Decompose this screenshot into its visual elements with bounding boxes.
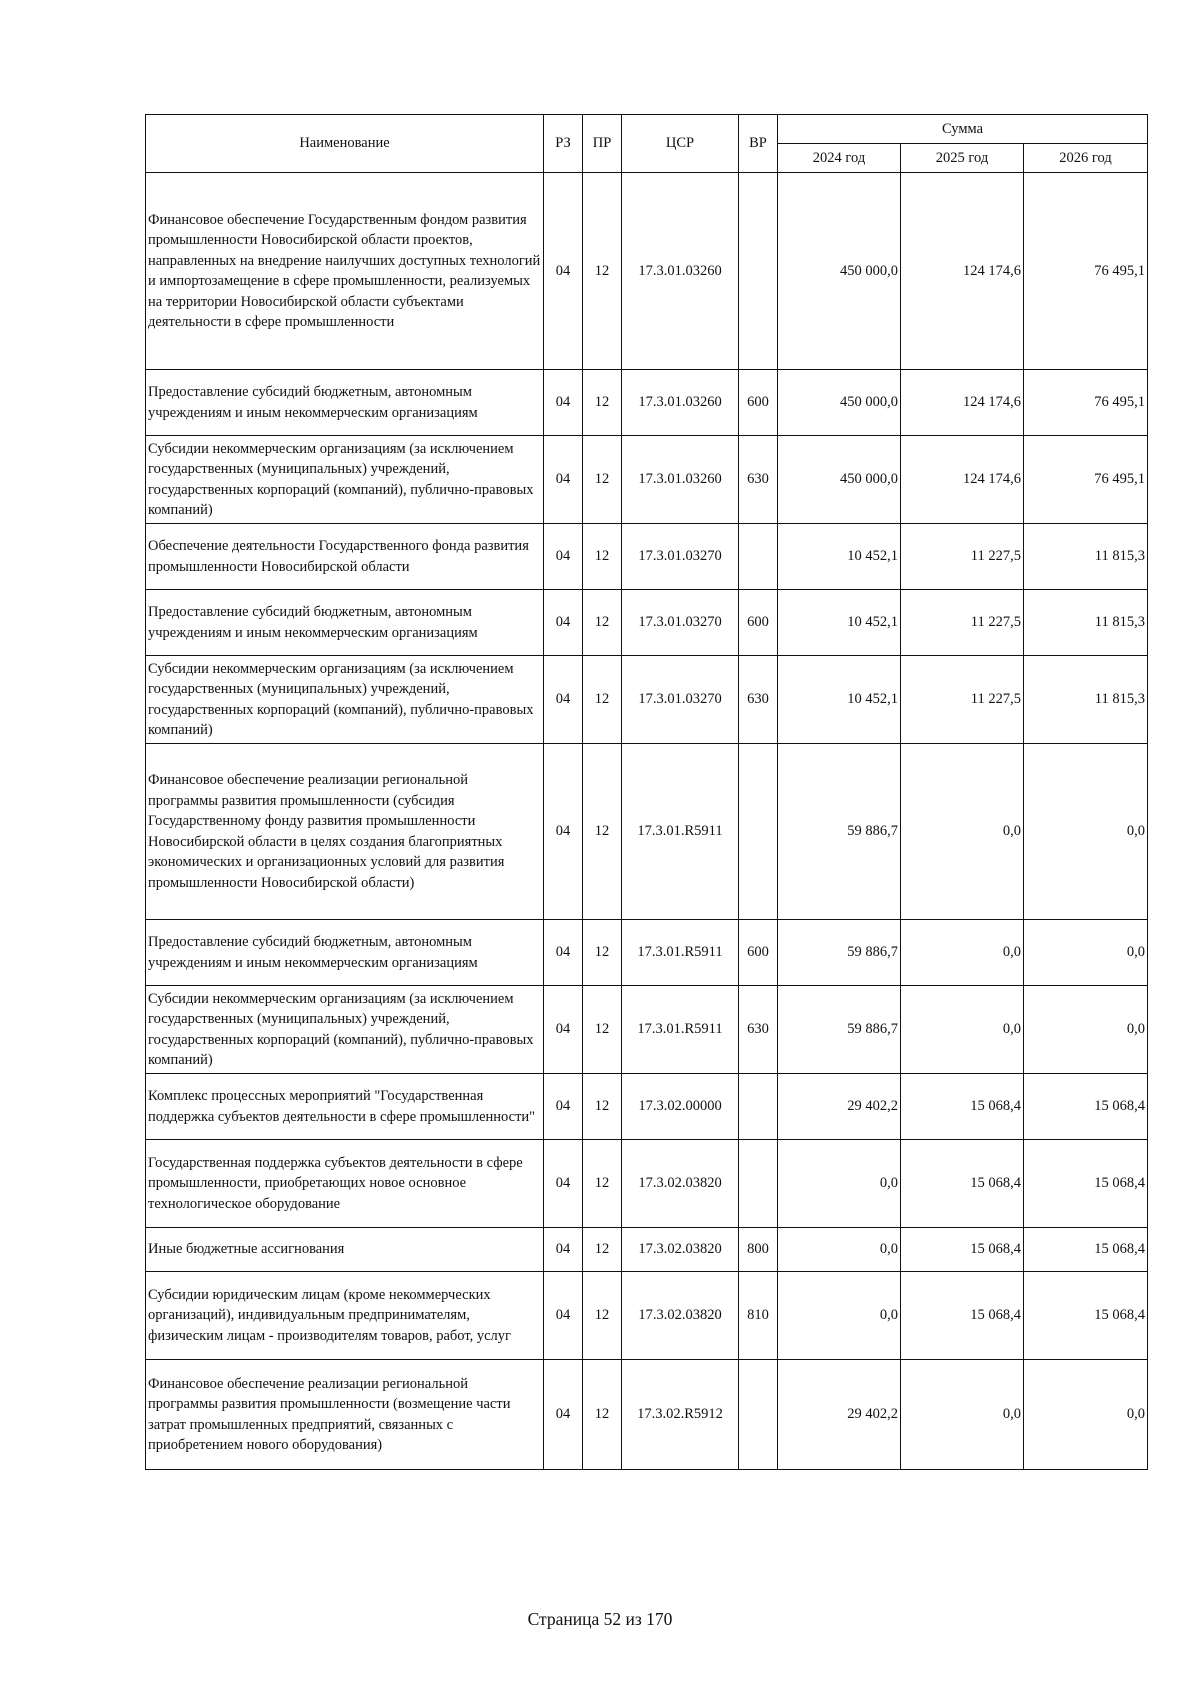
row-sum-2024: 450 000,0 xyxy=(778,173,901,370)
row-rz: 04 xyxy=(544,656,583,744)
table-row xyxy=(146,744,1148,920)
row-name: Государственная поддержка субъектов деятельности в сфере промышленности, приобретающих новое основное технологическое оборудование xyxy=(146,1140,544,1228)
table-row xyxy=(146,436,1148,524)
row-name: Финансовое обеспечение реализации региональной программы развития промышленности (возмещение части затрат промышленных предприятий, связанных с приобретением нового оборудования) xyxy=(146,1360,544,1470)
row-csr: 17.3.01.03270 xyxy=(622,656,739,744)
row-rz: 04 xyxy=(544,1140,583,1228)
row-pr: 12 xyxy=(583,524,622,590)
row-rz: 04 xyxy=(544,1272,583,1360)
table-row xyxy=(146,1272,1148,1360)
row-sum-2026: 0,0 xyxy=(1024,920,1148,986)
row-sum-2026: 11 815,3 xyxy=(1024,656,1148,744)
row-name: Предоставление субсидий бюджетным, автономным учреждениям и иным некоммерческим организациям xyxy=(146,590,544,656)
row-sum-2024: 10 452,1 xyxy=(778,524,901,590)
row-rz: 04 xyxy=(544,436,583,524)
row-csr: 17.3.01.03260 xyxy=(622,173,739,370)
row-csr: 17.3.02.03820 xyxy=(622,1228,739,1272)
row-rz: 04 xyxy=(544,370,583,436)
row-sum-2024: 59 886,7 xyxy=(778,986,901,1074)
header-sum: Сумма xyxy=(778,115,1148,144)
row-sum-2024: 450 000,0 xyxy=(778,370,901,436)
row-sum-2024: 29 402,2 xyxy=(778,1360,901,1470)
row-csr: 17.3.01.03270 xyxy=(622,524,739,590)
row-vr xyxy=(739,744,778,920)
table-row xyxy=(146,656,1148,744)
table-row xyxy=(146,370,1148,436)
row-name: Обеспечение деятельности Государственного фонда развития промышленности Новосибирской области xyxy=(146,524,544,590)
row-sum-2025: 11 227,5 xyxy=(901,590,1024,656)
row-sum-2026: 76 495,1 xyxy=(1024,370,1148,436)
row-sum-2025: 15 068,4 xyxy=(901,1228,1024,1272)
header-csr: ЦСР xyxy=(622,115,739,173)
row-sum-2024: 59 886,7 xyxy=(778,920,901,986)
row-pr: 12 xyxy=(583,436,622,524)
row-sum-2026: 76 495,1 xyxy=(1024,173,1148,370)
header-vr: ВР xyxy=(739,115,778,173)
row-vr xyxy=(739,1360,778,1470)
row-sum-2025: 11 227,5 xyxy=(901,656,1024,744)
row-sum-2026: 15 068,4 xyxy=(1024,1140,1148,1228)
row-name: Финансовое обеспечение реализации региональной программы развития промышленности (субсидия Государственному фонду развития промышленности Новосибирской области в целях создания благоприятных экономических и организационных условий для развития промышленности Новосибирской области) xyxy=(146,744,544,920)
row-name: Субсидии юридическим лицам (кроме некоммерческих организаций), индивидуальным предпринимателям, физическим лицам - производителям товаров, работ, услуг xyxy=(146,1272,544,1360)
row-pr: 12 xyxy=(583,1272,622,1360)
table-row xyxy=(146,590,1148,656)
row-vr: 810 xyxy=(739,1272,778,1360)
row-sum-2024: 0,0 xyxy=(778,1228,901,1272)
table-row xyxy=(146,173,1148,370)
row-csr: 17.3.01.03260 xyxy=(622,370,739,436)
row-vr: 630 xyxy=(739,986,778,1074)
row-sum-2025: 11 227,5 xyxy=(901,524,1024,590)
row-sum-2024: 10 452,1 xyxy=(778,656,901,744)
table-row xyxy=(146,1074,1148,1140)
row-csr: 17.3.02.03820 xyxy=(622,1140,739,1228)
row-pr: 12 xyxy=(583,1228,622,1272)
row-vr xyxy=(739,524,778,590)
row-csr: 17.3.01.R5911 xyxy=(622,744,739,920)
row-sum-2024: 29 402,2 xyxy=(778,1074,901,1140)
row-name: Предоставление субсидий бюджетным, автономным учреждениям и иным некоммерческим организациям xyxy=(146,920,544,986)
header-year-2026: 2026 год xyxy=(1024,144,1148,173)
row-csr: 17.3.02.03820 xyxy=(622,1272,739,1360)
row-csr: 17.3.01.03270 xyxy=(622,590,739,656)
row-vr: 630 xyxy=(739,436,778,524)
row-sum-2025: 124 174,6 xyxy=(901,173,1024,370)
row-sum-2025: 124 174,6 xyxy=(901,436,1024,524)
row-sum-2025: 0,0 xyxy=(901,920,1024,986)
table-body xyxy=(146,173,1148,1470)
header-pr: ПР xyxy=(583,115,622,173)
table-header xyxy=(146,115,1148,173)
row-csr: 17.3.01.03260 xyxy=(622,436,739,524)
row-rz: 04 xyxy=(544,524,583,590)
row-pr: 12 xyxy=(583,1360,622,1470)
header-rz: РЗ xyxy=(544,115,583,173)
row-rz: 04 xyxy=(544,986,583,1074)
row-name: Субсидии некоммерческим организациям (за исключением государственных (муниципальных) учреждений, государственных корпораций (компаний), публично-правовых компаний) xyxy=(146,656,544,744)
row-rz: 04 xyxy=(544,590,583,656)
row-rz: 04 xyxy=(544,1074,583,1140)
row-rz: 04 xyxy=(544,1360,583,1470)
row-sum-2026: 15 068,4 xyxy=(1024,1228,1148,1272)
row-vr: 600 xyxy=(739,590,778,656)
row-sum-2024: 0,0 xyxy=(778,1140,901,1228)
row-name: Предоставление субсидий бюджетным, автономным учреждениям и иным некоммерческим организациям xyxy=(146,370,544,436)
row-vr xyxy=(739,1074,778,1140)
table-row xyxy=(146,1360,1148,1470)
row-vr: 630 xyxy=(739,656,778,744)
header-year-2024: 2024 год xyxy=(778,144,901,173)
header-name: Наименование xyxy=(146,115,544,173)
row-sum-2026: 15 068,4 xyxy=(1024,1272,1148,1360)
table-row xyxy=(146,524,1148,590)
row-name: Субсидии некоммерческим организациям (за исключением государственных (муниципальных) учреждений, государственных корпораций (компаний), публично-правовых компаний) xyxy=(146,986,544,1074)
row-pr: 12 xyxy=(583,744,622,920)
budget-table xyxy=(145,114,1148,1470)
row-sum-2025: 15 068,4 xyxy=(901,1272,1024,1360)
row-csr: 17.3.01.R5911 xyxy=(622,920,739,986)
table-row xyxy=(146,1140,1148,1228)
row-pr: 12 xyxy=(583,656,622,744)
row-sum-2026: 15 068,4 xyxy=(1024,1074,1148,1140)
row-sum-2026: 0,0 xyxy=(1024,986,1148,1074)
row-name: Комплекс процессных мероприятий "Государственная поддержка субъектов деятельности в сфере промышленности" xyxy=(146,1074,544,1140)
row-rz: 04 xyxy=(544,920,583,986)
page-number: Страница 52 из 170 xyxy=(527,1609,673,1629)
table-row xyxy=(146,920,1148,986)
row-name: Финансовое обеспечение Государственным фондом развития промышленности Новосибирской области проектов, направленных на внедрение наилучших доступных технологий и импортозамещение в сфере промышленности, реализуемых на территории Новосибирской области субъектами деятельности в сфере промышленности xyxy=(146,173,544,370)
row-vr xyxy=(739,1140,778,1228)
row-pr: 12 xyxy=(583,173,622,370)
row-sum-2025: 0,0 xyxy=(901,986,1024,1074)
row-sum-2026: 76 495,1 xyxy=(1024,436,1148,524)
row-sum-2025: 124 174,6 xyxy=(901,370,1024,436)
row-rz: 04 xyxy=(544,1228,583,1272)
row-sum-2026: 11 815,3 xyxy=(1024,590,1148,656)
row-sum-2024: 59 886,7 xyxy=(778,744,901,920)
row-sum-2024: 10 452,1 xyxy=(778,590,901,656)
header-year-2025: 2025 год xyxy=(901,144,1024,173)
row-sum-2025: 15 068,4 xyxy=(901,1140,1024,1228)
row-csr: 17.3.01.R5911 xyxy=(622,986,739,1074)
table-row xyxy=(146,1228,1148,1272)
row-csr: 17.3.02.R5912 xyxy=(622,1360,739,1470)
row-pr: 12 xyxy=(583,986,622,1074)
row-pr: 12 xyxy=(583,920,622,986)
row-vr: 600 xyxy=(739,370,778,436)
row-sum-2026: 0,0 xyxy=(1024,744,1148,920)
row-pr: 12 xyxy=(583,1074,622,1140)
row-pr: 12 xyxy=(583,370,622,436)
row-pr: 12 xyxy=(583,590,622,656)
row-sum-2025: 0,0 xyxy=(901,744,1024,920)
row-csr: 17.3.02.00000 xyxy=(622,1074,739,1140)
row-vr: 800 xyxy=(739,1228,778,1272)
row-vr: 600 xyxy=(739,920,778,986)
row-vr xyxy=(739,173,778,370)
row-pr: 12 xyxy=(583,1140,622,1228)
row-sum-2024: 450 000,0 xyxy=(778,436,901,524)
row-sum-2026: 11 815,3 xyxy=(1024,524,1148,590)
row-rz: 04 xyxy=(544,173,583,370)
row-sum-2024: 0,0 xyxy=(778,1272,901,1360)
row-sum-2026: 0,0 xyxy=(1024,1360,1148,1470)
table-row xyxy=(146,986,1148,1074)
row-sum-2025: 0,0 xyxy=(901,1360,1024,1470)
row-rz: 04 xyxy=(544,744,583,920)
row-sum-2025: 15 068,4 xyxy=(901,1074,1024,1140)
row-name: Иные бюджетные ассигнования xyxy=(146,1228,544,1272)
row-name: Субсидии некоммерческим организациям (за исключением государственных (муниципальных) учреждений, государственных корпораций (компаний), публично-правовых компаний) xyxy=(146,436,544,524)
